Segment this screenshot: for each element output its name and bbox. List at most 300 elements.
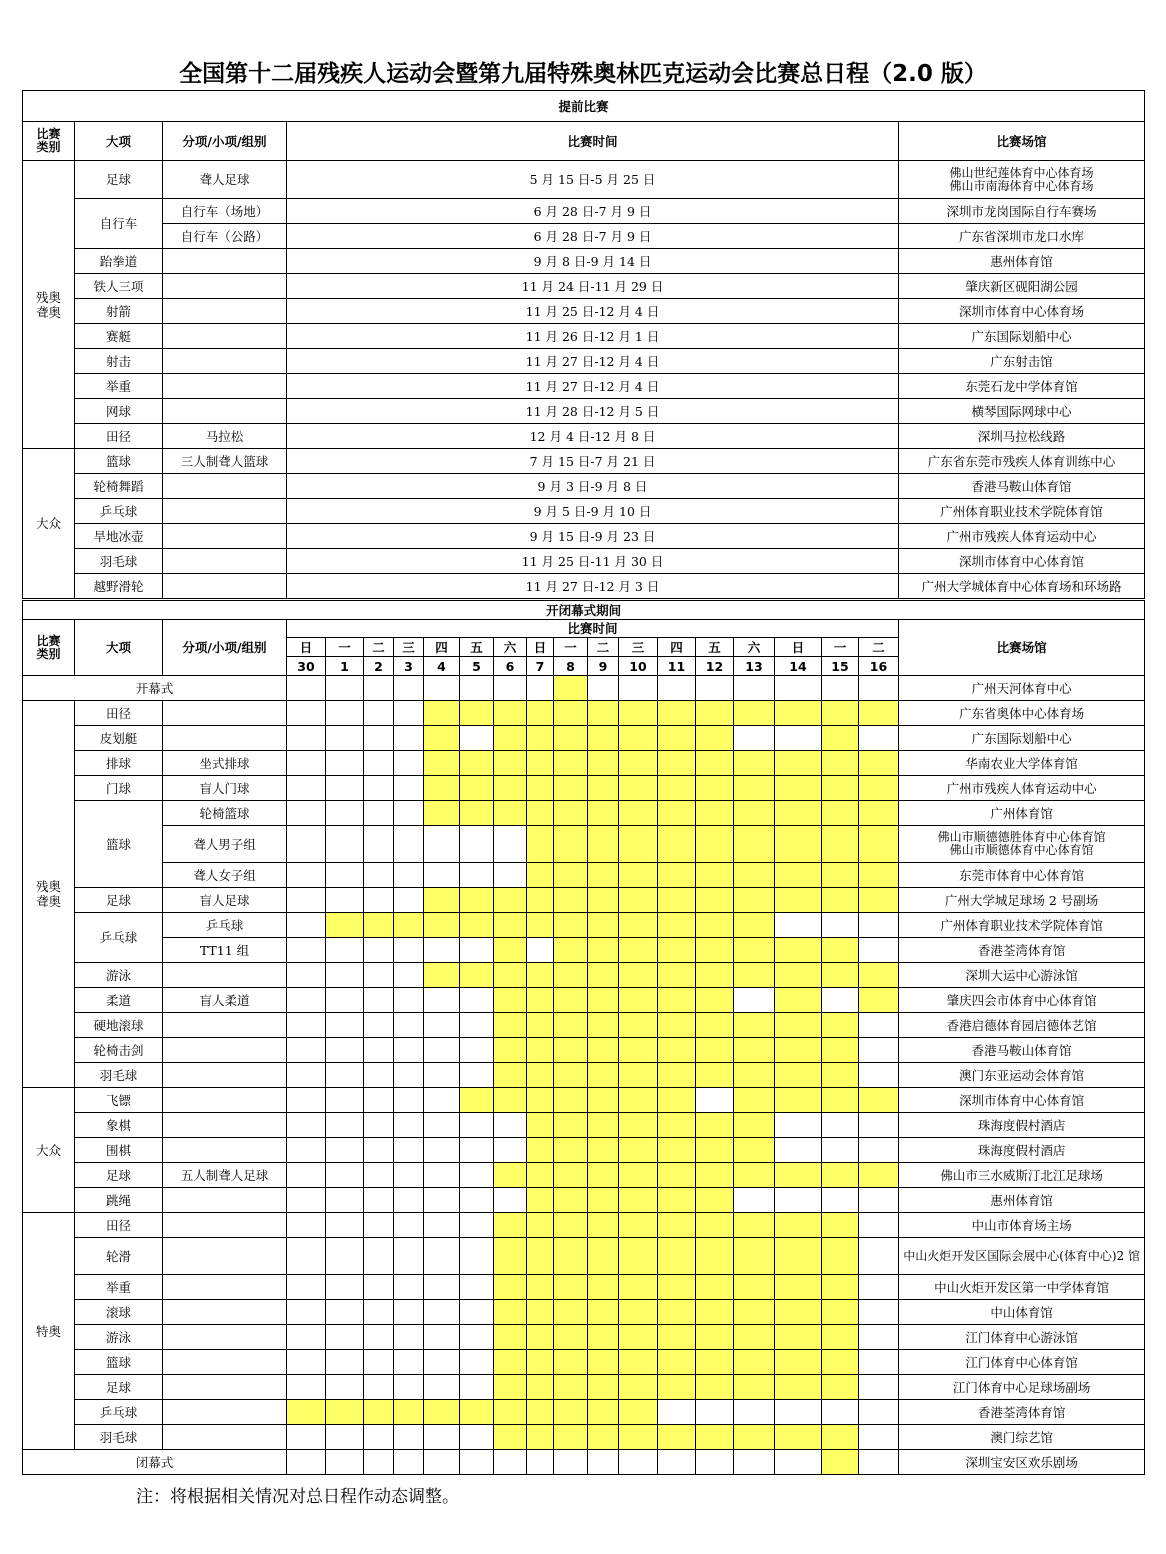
scheduled-day-cell (734, 1163, 775, 1188)
opening-ceremony-row-label: 开幕式 (23, 676, 287, 701)
scheduled-day-cell (734, 801, 775, 826)
scheduled-day-cell (588, 726, 619, 751)
scheduled-day-cell (658, 1088, 696, 1113)
sub-cell (163, 1275, 287, 1300)
scheduled-day-cell (658, 1163, 696, 1188)
event-cell: 足球 (75, 1163, 163, 1188)
day-cell (460, 1350, 494, 1375)
scheduled-day-cell (822, 1038, 859, 1063)
scheduled-day-cell (859, 751, 899, 776)
day-cell (775, 1400, 822, 1425)
scheduled-day-cell (775, 1300, 822, 1325)
day-cell (424, 1213, 460, 1238)
scheduled-day-cell (460, 801, 494, 826)
table-row (23, 199, 1145, 224)
table-row (23, 324, 1145, 349)
header-category: 比赛 类别 (23, 122, 75, 161)
closing-ceremony-row (23, 1450, 1145, 1475)
day-cell (734, 1188, 775, 1213)
scheduled-day-cell (494, 1088, 527, 1113)
scheduled-day-cell (588, 1163, 619, 1188)
scheduled-day-cell (734, 938, 775, 963)
day-cell (460, 1300, 494, 1325)
venue-cell: 香港荃湾体育馆 (899, 938, 1145, 963)
day-cell (364, 1425, 394, 1450)
venue-cell: 中山市体育场主场 (899, 1213, 1145, 1238)
scheduled-day-cell (775, 938, 822, 963)
day-cell (364, 863, 394, 888)
day-cell (326, 826, 364, 863)
scheduled-day-cell (775, 1275, 822, 1300)
day-cell (822, 1113, 859, 1138)
day-cell (394, 1325, 424, 1350)
weekday-cell: 日 (287, 638, 326, 657)
venue-cell: 华南农业大学体育馆 (899, 751, 1145, 776)
scheduled-day-cell (658, 1038, 696, 1063)
event-cell: 排球 (75, 751, 163, 776)
weekday-cell: 四 (658, 638, 696, 657)
scheduled-day-cell (527, 1325, 554, 1350)
scheduled-day-cell (696, 1325, 734, 1350)
scheduled-day-cell (494, 1213, 527, 1238)
scheduled-day-cell (619, 1213, 658, 1238)
category-cell: 残奥 聋奥 (23, 161, 75, 449)
scheduled-day-cell (460, 701, 494, 726)
sub-cell: 盲人柔道 (163, 988, 287, 1013)
scheduled-day-cell (619, 1088, 658, 1113)
venue-cell: 深圳大运中心游泳馆 (899, 963, 1145, 988)
sub-cell (163, 1300, 287, 1325)
day-cell (364, 1088, 394, 1113)
day-cell (734, 988, 775, 1013)
scheduled-day-cell (775, 1213, 822, 1238)
scheduled-day-cell (734, 1088, 775, 1113)
day-cell (326, 1300, 364, 1325)
scheduled-day-cell (696, 826, 734, 863)
scheduled-day-cell (554, 1425, 588, 1450)
scheduled-day-cell (775, 988, 822, 1013)
scheduled-day-cell (859, 988, 899, 1013)
table-row (23, 1213, 1145, 1238)
scheduled-day-cell (658, 1113, 696, 1138)
sub-cell: 三人制聋人篮球 (163, 449, 287, 474)
day-cell (287, 1275, 326, 1300)
day-cell (424, 1275, 460, 1300)
scheduled-day-cell (696, 1425, 734, 1450)
scheduled-day-cell (696, 1138, 734, 1163)
day-cell (287, 1088, 326, 1113)
time-cell: 11 月 27 日-12 月 4 日 (287, 349, 899, 374)
scheduled-day-cell (619, 1425, 658, 1450)
scheduled-day-cell (494, 801, 527, 826)
scheduled-day-cell (494, 1038, 527, 1063)
venue-cell: 广州体育职业技术学院体育馆 (899, 913, 1145, 938)
day-cell (527, 938, 554, 963)
scheduled-day-cell (734, 1350, 775, 1375)
day-cell (424, 1425, 460, 1450)
scheduled-day-cell (775, 1088, 822, 1113)
category-cell: 特奥 (23, 1213, 75, 1450)
table-row (23, 963, 1145, 988)
table-row (23, 274, 1145, 299)
day-cell (394, 1275, 424, 1300)
day-cell (364, 1113, 394, 1138)
venue-cell: 广东国际划船中心 (899, 324, 1145, 349)
day-cell (734, 726, 775, 751)
venue-cell: 广州体育馆 (899, 801, 1145, 826)
event-cell: 篮球 (75, 449, 163, 474)
time-cell: 9 月 5 日-9 月 10 日 (287, 499, 899, 524)
time-cell: 11 月 28 日-12 月 5 日 (287, 399, 899, 424)
scheduled-day-cell (554, 1350, 588, 1375)
table-row (23, 938, 1145, 963)
scheduled-day-cell (588, 888, 619, 913)
scheduled-day-cell (619, 751, 658, 776)
day-cell (424, 1038, 460, 1063)
sub-cell (163, 324, 287, 349)
scheduled-day-cell (554, 1375, 588, 1400)
day-cell (326, 1113, 364, 1138)
day-cell (326, 938, 364, 963)
day-cell (775, 1450, 822, 1475)
table-row (23, 801, 1145, 826)
scheduled-day-cell (588, 863, 619, 888)
scheduled-day-cell (658, 988, 696, 1013)
category-cell: 大众 (23, 1088, 75, 1213)
day-cell (859, 1188, 899, 1213)
scheduled-day-cell (588, 1188, 619, 1213)
venue-cell: 深圳市体育中心体育场 (899, 299, 1145, 324)
scheduled-day-cell (775, 776, 822, 801)
day-cell (287, 1013, 326, 1038)
day-cell (326, 1425, 364, 1450)
venue-cell: 中山火炬开发区国际会展中心(体育中心)2 馆 (899, 1238, 1145, 1275)
day-cell (859, 1238, 899, 1275)
scheduled-day-cell (554, 1188, 588, 1213)
day-cell (494, 1113, 527, 1138)
event-cell: 跳绳 (75, 1188, 163, 1213)
day-cell (394, 751, 424, 776)
scheduled-day-cell (460, 751, 494, 776)
day-cell (287, 1213, 326, 1238)
day-cell (619, 1450, 658, 1475)
scheduled-day-cell (658, 888, 696, 913)
day-cell (287, 1063, 326, 1088)
day-cell (424, 938, 460, 963)
day-cell (287, 988, 326, 1013)
event-cell: 足球 (75, 161, 163, 199)
day-cell (775, 676, 822, 701)
scheduled-day-cell (822, 1088, 859, 1113)
venue-cell: 澳门东亚运动会体育馆 (899, 1063, 1145, 1088)
scheduled-day-cell (619, 1400, 658, 1425)
event-cell: 羽毛球 (75, 1063, 163, 1088)
scheduled-day-cell (554, 963, 588, 988)
scheduled-day-cell (619, 1063, 658, 1088)
day-cell (394, 1038, 424, 1063)
day-cell (287, 1350, 326, 1375)
scheduled-day-cell (619, 1300, 658, 1325)
day-cell (527, 676, 554, 701)
venue-cell: 广州天河体育中心 (899, 676, 1145, 701)
day-cell (364, 888, 394, 913)
scheduled-day-cell (775, 1425, 822, 1450)
day-cell (460, 1113, 494, 1138)
table-row (23, 1300, 1145, 1325)
scheduled-day-cell (554, 1113, 588, 1138)
day-cell (424, 988, 460, 1013)
day-cell (364, 701, 394, 726)
scheduled-day-cell (460, 963, 494, 988)
venue-cell: 澳门综艺馆 (899, 1425, 1145, 1450)
scheduled-day-cell (527, 1138, 554, 1163)
venue-cell: 惠州体育馆 (899, 249, 1145, 274)
date-cell: 13 (734, 657, 775, 676)
day-cell (394, 938, 424, 963)
scheduled-day-cell (588, 1088, 619, 1113)
day-cell (364, 1350, 394, 1375)
day-cell (460, 1188, 494, 1213)
day-cell (394, 1425, 424, 1450)
scheduled-day-cell (527, 1063, 554, 1088)
event-cell: 赛艇 (75, 324, 163, 349)
day-cell (658, 676, 696, 701)
scheduled-day-cell (527, 1163, 554, 1188)
date-cell: 14 (775, 657, 822, 676)
venue-cell: 江门体育中心体育馆 (899, 1350, 1145, 1375)
scheduled-day-cell (658, 1375, 696, 1400)
event-cell: 乒乓球 (75, 913, 163, 963)
scheduled-day-cell (588, 913, 619, 938)
venue-cell: 广东国际划船中心 (899, 726, 1145, 751)
scheduled-day-cell (527, 801, 554, 826)
scheduled-day-cell (734, 1425, 775, 1450)
day-cell (424, 1013, 460, 1038)
scheduled-day-cell (494, 988, 527, 1013)
sub-cell (163, 1325, 287, 1350)
day-cell (326, 1038, 364, 1063)
day-cell (364, 963, 394, 988)
table-row (23, 374, 1145, 399)
sub-cell (163, 474, 287, 499)
day-cell (287, 1300, 326, 1325)
day-cell (460, 1013, 494, 1038)
scheduled-day-cell (734, 1113, 775, 1138)
scheduled-day-cell (734, 776, 775, 801)
scheduled-day-cell (658, 1425, 696, 1450)
scheduled-day-cell (696, 801, 734, 826)
scheduled-day-cell (588, 1425, 619, 1450)
day-cell (287, 1325, 326, 1350)
table-row (23, 701, 1145, 726)
scheduled-day-cell (619, 913, 658, 938)
scheduled-day-cell (658, 963, 696, 988)
venue-cell: 中山体育馆 (899, 1300, 1145, 1325)
header-venue: 比赛场馆 (899, 620, 1145, 676)
scheduled-day-cell (494, 726, 527, 751)
scheduled-day-cell (775, 826, 822, 863)
sub-cell (163, 1138, 287, 1163)
scheduled-day-cell (394, 913, 424, 938)
event-cell: 轮椅击剑 (75, 1038, 163, 1063)
day-cell (394, 701, 424, 726)
table-row (23, 751, 1145, 776)
day-cell (326, 1238, 364, 1275)
date-cell: 1 (326, 657, 364, 676)
scheduled-day-cell (734, 1063, 775, 1088)
sub-cell (163, 1088, 287, 1113)
scheduled-day-cell (494, 1063, 527, 1088)
table-row (23, 1325, 1145, 1350)
scheduled-day-cell (696, 776, 734, 801)
table-row (23, 1063, 1145, 1088)
scheduled-day-cell (619, 1038, 658, 1063)
day-cell (424, 1450, 460, 1475)
day-cell (364, 751, 394, 776)
weekday-cell: 日 (527, 638, 554, 657)
event-cell: 乒乓球 (75, 1400, 163, 1425)
scheduled-day-cell (696, 863, 734, 888)
day-cell (424, 1300, 460, 1325)
day-cell (859, 1350, 899, 1375)
scheduled-day-cell (696, 1113, 734, 1138)
scheduled-day-cell (494, 1300, 527, 1325)
scheduled-day-cell (658, 1138, 696, 1163)
sub-cell (163, 399, 287, 424)
day-cell (287, 913, 326, 938)
venue-cell: 深圳马拉松线路 (899, 424, 1145, 449)
scheduled-day-cell (494, 776, 527, 801)
scheduled-day-cell (588, 938, 619, 963)
scheduled-day-cell (460, 888, 494, 913)
day-cell (394, 801, 424, 826)
header-time: 比赛时间 (287, 620, 899, 638)
scheduled-day-cell (527, 751, 554, 776)
scheduled-day-cell (822, 801, 859, 826)
day-cell (287, 1238, 326, 1275)
day-cell (822, 1400, 859, 1425)
scheduled-day-cell (859, 1163, 899, 1188)
scheduled-day-cell (588, 751, 619, 776)
scheduled-day-cell (859, 701, 899, 726)
scheduled-day-cell (696, 751, 734, 776)
day-cell (364, 1013, 394, 1038)
day-cell (364, 1375, 394, 1400)
event-cell: 田径 (75, 1213, 163, 1238)
day-cell (494, 1450, 527, 1475)
day-cell (696, 1450, 734, 1475)
scheduled-day-cell (554, 751, 588, 776)
day-cell (424, 1325, 460, 1350)
day-cell (326, 863, 364, 888)
event-cell: 自行车 (75, 199, 163, 249)
sub-cell: 聋人男子组 (163, 826, 287, 863)
day-cell (859, 913, 899, 938)
scheduled-day-cell (822, 1425, 859, 1450)
sub-cell (163, 274, 287, 299)
day-cell (287, 1450, 326, 1475)
weekday-cell: 一 (822, 638, 859, 657)
scheduled-day-cell (619, 1275, 658, 1300)
table-row (23, 1350, 1145, 1375)
scheduled-day-cell (734, 1038, 775, 1063)
day-cell (460, 1063, 494, 1088)
scheduled-day-cell (494, 751, 527, 776)
weekday-cell: 六 (494, 638, 527, 657)
day-cell (364, 776, 394, 801)
scheduled-day-cell (734, 751, 775, 776)
scheduled-day-cell (619, 701, 658, 726)
scheduled-day-cell (494, 1163, 527, 1188)
scheduled-day-cell (658, 776, 696, 801)
day-cell (326, 801, 364, 826)
venue-cell: 惠州体育馆 (899, 1188, 1145, 1213)
table-row (23, 499, 1145, 524)
event-cell: 柔道 (75, 988, 163, 1013)
sub-cell (163, 299, 287, 324)
day-cell (460, 1325, 494, 1350)
weekday-cell: 二 (588, 638, 619, 657)
table-row (23, 726, 1145, 751)
day-cell (326, 1138, 364, 1163)
venue-cell: 广州大学城体育中心体育场和环场路 (899, 574, 1145, 599)
day-cell (287, 701, 326, 726)
scheduled-day-cell (554, 1038, 588, 1063)
day-cell (364, 1163, 394, 1188)
scheduled-day-cell (588, 776, 619, 801)
scheduled-day-cell (619, 776, 658, 801)
table-row (23, 1400, 1145, 1425)
venue-cell: 广州市残疾人体育运动中心 (899, 776, 1145, 801)
date-cell: 7 (527, 657, 554, 676)
time-cell: 12 月 4 日-12 月 8 日 (287, 424, 899, 449)
scheduled-day-cell (554, 1013, 588, 1038)
weekday-cell: 三 (619, 638, 658, 657)
day-cell (326, 1275, 364, 1300)
sub-cell (163, 499, 287, 524)
scheduled-day-cell (326, 1400, 364, 1425)
scheduled-day-cell (658, 913, 696, 938)
weekday-cell: 一 (554, 638, 588, 657)
venue-cell: 东莞石龙中学体育馆 (899, 374, 1145, 399)
day-cell (734, 676, 775, 701)
day-cell (775, 913, 822, 938)
day-cell (326, 1213, 364, 1238)
scheduled-day-cell (658, 826, 696, 863)
scheduled-day-cell (527, 888, 554, 913)
day-cell (460, 1238, 494, 1275)
category-cell: 残奥 聋奥 (23, 701, 75, 1088)
scheduled-day-cell (554, 938, 588, 963)
scheduled-day-cell (696, 913, 734, 938)
sub-cell (163, 524, 287, 549)
scheduled-day-cell (658, 938, 696, 963)
scheduled-day-cell (822, 726, 859, 751)
scheduled-day-cell (527, 963, 554, 988)
opening-ceremony-row (23, 676, 1145, 701)
day-cell (822, 1138, 859, 1163)
day-cell (326, 1375, 364, 1400)
scheduled-day-cell (822, 1300, 859, 1325)
scheduled-day-cell (424, 1400, 460, 1425)
scheduled-day-cell (494, 938, 527, 963)
venue-cell: 深圳市龙岗国际自行车赛场 (899, 199, 1145, 224)
scheduled-day-cell (588, 1213, 619, 1238)
table-row (23, 224, 1145, 249)
time-cell: 9 月 3 日-9 月 8 日 (287, 474, 899, 499)
scheduled-day-cell (734, 1238, 775, 1275)
event-cell: 游泳 (75, 1325, 163, 1350)
